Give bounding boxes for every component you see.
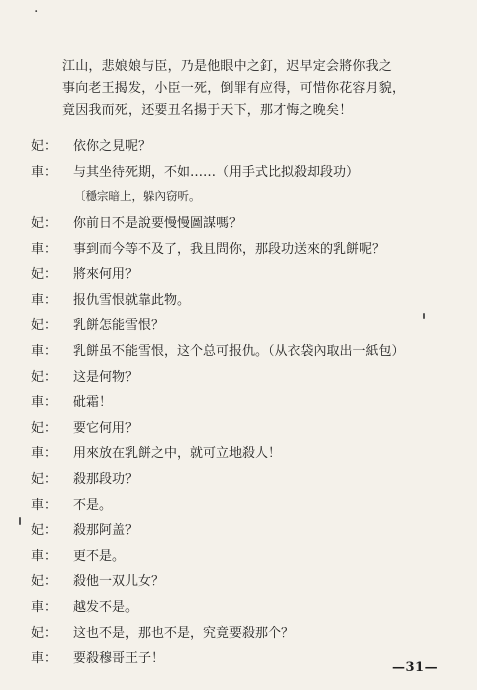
dialogue-line — [31, 439, 451, 465]
speaker-label: 車： — [31, 548, 58, 564]
dialogue-line — [31, 516, 451, 542]
dialogue-line — [31, 567, 451, 593]
dialogue-line — [31, 260, 451, 286]
line-text: 要它何用？ — [73, 420, 139, 436]
line-text: 不是。 — [73, 497, 113, 513]
speaker-label: 車： — [31, 344, 58, 360]
line-text: 用來放在乳餅之中，就可立地殺人！ — [73, 446, 282, 462]
dialogue-line — [31, 311, 451, 337]
speaker-label: 妃： — [31, 625, 58, 641]
dialogue-line — [31, 465, 451, 491]
dialogue-line — [31, 234, 451, 260]
ink-speck — [19, 517, 21, 525]
stage-direction — [31, 183, 451, 209]
line-text: 乳餅怎能雪恨？ — [73, 318, 165, 334]
dialogue-line — [31, 132, 451, 158]
page-number: —31— — [392, 660, 439, 675]
intro-line: 竟因我而死，还要丑名揚于天下，那才悔之晚矣！ — [62, 103, 353, 118]
speaker-label: 妃： — [31, 472, 58, 488]
speaker-label: 車： — [31, 164, 58, 180]
dialogue-line — [31, 414, 451, 440]
speaker-label: 車： — [31, 497, 58, 513]
dialogue-line — [31, 209, 451, 235]
line-text: 越发不是。 — [73, 599, 139, 615]
dialogue-line — [31, 158, 451, 184]
speaker-label: 妃： — [31, 139, 58, 155]
line-text: 殺他一双儿女？ — [73, 574, 165, 590]
dialogue-line — [31, 362, 451, 388]
line-text: 你前日不是說要慢慢圖謀嗎？ — [73, 216, 243, 232]
speaker-label: 車： — [31, 446, 58, 462]
line-text: 要殺穆哥王子！ — [73, 651, 165, 667]
line-text: 事到而今等不及了，我且問你，那段功送來的乳餅呢？ — [73, 241, 386, 257]
corner-mark: · — [34, 4, 39, 20]
speaker-label: 妃： — [31, 216, 58, 232]
speaker-label: 車： — [31, 599, 58, 615]
speaker-label: 妃： — [31, 369, 58, 385]
line-text: 殺那阿盖？ — [73, 523, 139, 539]
intro-paragraph — [62, 56, 457, 122]
dialogue-line — [31, 337, 451, 363]
stage-direction-text: 〔穩宗暗上，躲內窃听。 — [74, 188, 201, 203]
line-text: 这也不是，那也不是，究竟要殺那个？ — [73, 625, 295, 641]
dialogue-line — [31, 542, 451, 568]
line-text: 报仇雪恨就靠此物。 — [73, 292, 191, 308]
dialogue-line — [31, 644, 451, 670]
line-text: 將來何用？ — [73, 267, 139, 283]
dialogue-line — [31, 618, 451, 644]
speaker-label: 車： — [31, 241, 58, 257]
dialogue-block — [31, 132, 451, 669]
line-text: 殺那段功？ — [73, 472, 139, 488]
intro-line: 江山，悲娘娘与臣，乃是他眼中之釘，迟早定会將你我之 — [62, 59, 393, 74]
dialogue-line — [31, 286, 451, 312]
line-text: 这是何物？ — [73, 369, 139, 385]
intro-line: 事向老王揭发，小臣一死，倒罪有应得，可惜你花容月貌， — [62, 81, 406, 96]
speaker-label: 妃： — [31, 574, 58, 590]
speaker-label: 妃： — [31, 420, 58, 436]
speaker-label: 車： — [31, 651, 58, 667]
speaker-label: 妃： — [31, 523, 58, 539]
line-text: 乳餅虽不能雪恨，这个总可报仇。（从衣袋內取出一紙包） — [73, 344, 405, 360]
line-text: 砒霜！ — [73, 395, 113, 411]
dialogue-line — [31, 388, 451, 414]
speaker-label: 妃： — [31, 267, 58, 283]
dialogue-line — [31, 593, 451, 619]
line-text: 更不是。 — [73, 548, 126, 564]
dialogue-line — [31, 490, 451, 516]
line-text: 与其坐待死期，不如……（用手式比拟殺却段功） — [73, 164, 360, 180]
speaker-label: 妃： — [31, 318, 58, 334]
speaker-label: 車： — [31, 395, 58, 411]
speaker-label: 車： — [31, 292, 58, 308]
line-text: 依你之見呢？ — [73, 139, 152, 155]
